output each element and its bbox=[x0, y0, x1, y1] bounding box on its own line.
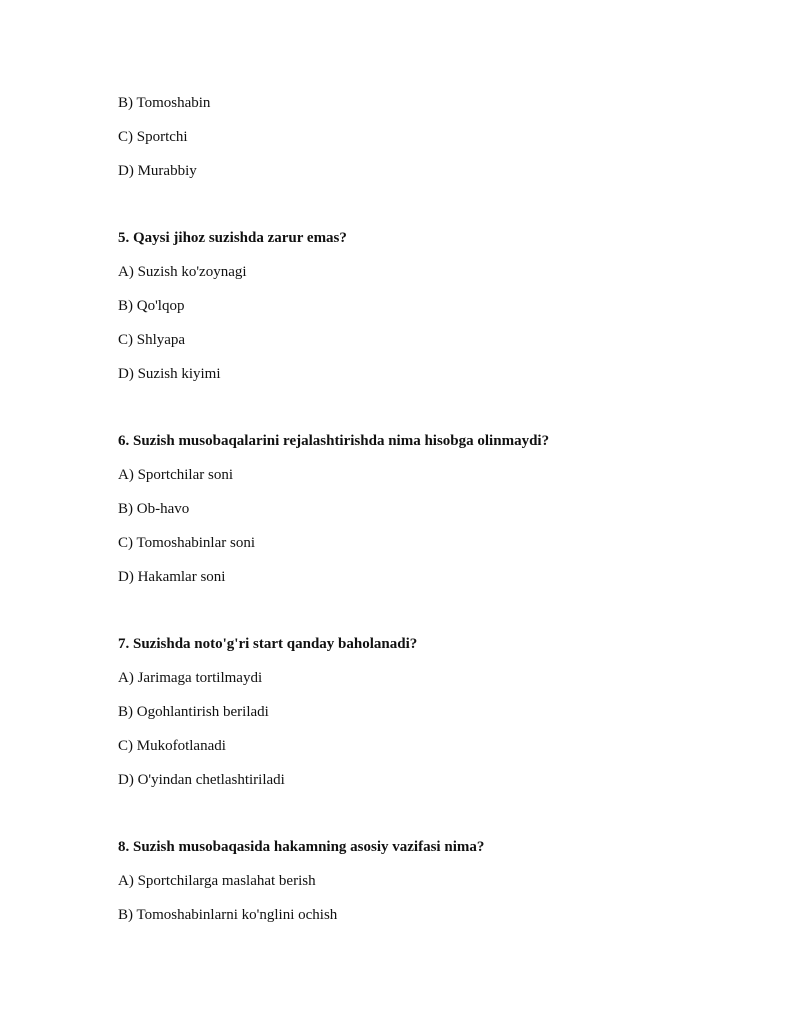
question-7: 7. Suzishda noto'g'ri start qanday baholanadi? bbox=[118, 636, 418, 653]
question-5-option-d: D) Suzish kiyimi bbox=[118, 365, 221, 382]
question-7-option-c: C) Mukofotlanadi bbox=[118, 737, 226, 754]
question-7-option-d: D) O'yindan chetlashtiriladi bbox=[118, 771, 285, 788]
question-6-option-b: B) Ob-havo bbox=[118, 500, 190, 517]
question-8-option-b: B) Tomoshabinlarni ko'nglini ochish bbox=[118, 906, 338, 923]
question-6-option-a: A) Sportchilar soni bbox=[118, 467, 233, 484]
question-7-option-a: A) Jarimaga tortilmaydi bbox=[118, 670, 263, 687]
question-6-option-c: C) Tomoshabinlar soni bbox=[118, 534, 255, 551]
question-5-option-c: C) Shlyapa bbox=[118, 331, 186, 348]
question-6-option-d: D) Hakamlar soni bbox=[118, 568, 226, 585]
question-7-option-b: B) Ogohlantirish beriladi bbox=[118, 703, 269, 720]
option-d: D) Murabbiy bbox=[118, 162, 197, 179]
question-8: 8. Suzish musobaqasida hakamning asosiy vazifasi nima? bbox=[118, 839, 485, 856]
option-c: C) Sportchi bbox=[118, 128, 188, 145]
option-b: B) Tomoshabin bbox=[118, 95, 211, 111]
quiz-content bbox=[118, 94, 718, 924]
question-8-option-a: A) Sportchilarga maslahat berish bbox=[118, 873, 316, 890]
question-6: 6. Suzish musobaqalarini rejalashtirishda nima hisobga olinmaydi? bbox=[118, 433, 550, 450]
question-5-option-a: A) Suzish ko'zoynagi bbox=[118, 264, 247, 281]
question-5: 5. Qaysi jihoz suzishda zarur emas? bbox=[118, 230, 347, 247]
question-5-option-b: B) Qo'lqop bbox=[118, 297, 185, 314]
